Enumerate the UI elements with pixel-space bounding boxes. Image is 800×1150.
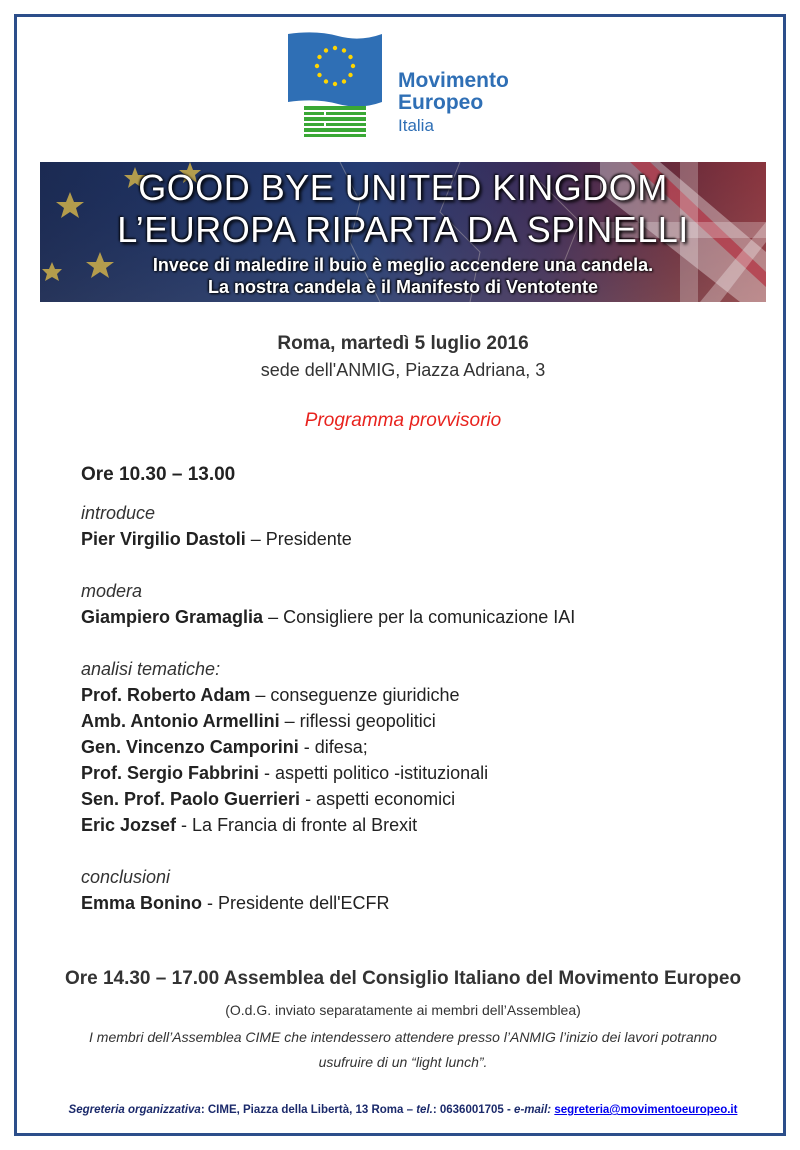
event-date: Roma, martedì 5 luglio 2016 (277, 333, 529, 354)
footer-org: : CIME, Piazza della Libertà, 13 Roma – (200, 1104, 417, 1116)
banner-subtitle-line-2: La nostra candela è il Manifesto di Ventotente (207, 277, 599, 297)
analisi-row (81, 708, 721, 734)
speaker-topic: - La Francia di fronte al Brexit (176, 815, 418, 835)
introduce-label: introduce (81, 503, 156, 523)
speaker-name: Pier Virgilio Dastoli (81, 529, 246, 549)
event-venue: sede dell'ANMIG, Piazza Adriana, 3 (260, 360, 546, 380)
speaker-topic: – riflessi geopolitici (279, 711, 436, 731)
footer-email-label: e-mail: (514, 1104, 552, 1116)
movimento-europeo-logo (286, 30, 526, 142)
footer-label: Segreteria organizzativa (68, 1104, 201, 1116)
speaker-name: Emma Bonino (81, 893, 203, 913)
analisi-row (81, 760, 721, 786)
speaker-role: – Consigliere per la comunicazione IAI (263, 607, 576, 627)
modera-row (81, 604, 721, 630)
speaker-name: Gen. Vincenzo Camporini (81, 737, 299, 757)
speaker-name: Giampiero Gramaglia (81, 607, 264, 627)
logo-text-italia: Italia (398, 116, 434, 135)
speaker-topic: - difesa; (298, 737, 368, 757)
analisi-row (81, 812, 721, 838)
analisi-section (81, 656, 721, 838)
eu-flag-logo-icon (286, 30, 386, 142)
speaker-name: Sen. Prof. Paolo Guerrieri (81, 789, 301, 809)
session2-time: Ore 14.30 – 17.00 Assemblea del Consiglio Italiano del Movimento Europeo (64, 968, 742, 989)
analisi-row (81, 734, 721, 760)
footer-tel: : 0636001705 - (432, 1104, 515, 1116)
speaker-name: Amb. Antonio Armellini (81, 711, 280, 731)
session1-time: Ore 10.30 – 13.00 (81, 464, 236, 485)
footer-email-link[interactable]: segreteria@movimentoeuropeo.it (554, 1104, 738, 1116)
speaker-topic: – conseguenze giuridiche (250, 685, 460, 705)
speaker-name: Prof. Sergio Fabbrini (81, 763, 260, 783)
banner-title-line-1: GOOD BYE UNITED KINGDOM (138, 167, 668, 208)
introduce-section (81, 500, 721, 552)
analisi-label: analisi tematiche: (81, 659, 221, 679)
banner-title-line-2: L’EUROPA RIPARTA DA SPINELLI (117, 209, 689, 250)
speaker-role: - Presidente dell'ECFR (202, 893, 390, 913)
note-line-2: usufruire di un “light lunch”. (318, 1054, 488, 1070)
conclusioni-label: conclusioni (81, 867, 171, 887)
speaker-name: Prof. Roberto Adam (81, 685, 251, 705)
footer-contact (40, 1104, 766, 1116)
speaker-name: Eric Jozsef (81, 815, 177, 835)
session2-odg: (O.d.G. inviato separatamente ai membri dell’Assemblea) (225, 1002, 581, 1018)
conclusioni-row (81, 890, 721, 916)
session2-note (44, 1025, 762, 1075)
program-title: Programma provvisorio (304, 410, 502, 431)
speaker-role: – Presidente (245, 529, 352, 549)
modera-label: modera (81, 581, 143, 601)
modera-section (81, 578, 721, 630)
footer-tel-label: tel. (416, 1104, 433, 1116)
conclusioni-section (81, 864, 721, 916)
title-banner (40, 162, 766, 302)
speaker-topic: - aspetti politico -istituzionali (259, 763, 489, 783)
analisi-row (81, 682, 721, 708)
analisi-row (81, 786, 721, 812)
logo-text-movimento: Movimento (398, 69, 509, 92)
banner-subtitle-line-1: Invece di maledire il buio è meglio accendere una candela. (152, 255, 654, 275)
introduce-row (81, 526, 721, 552)
note-line-1: I membri dell’Assemblea CIME che intendessero attendere presso l’ANMIG l’inizio dei lavori potranno (89, 1029, 717, 1045)
logo-text-europeo: Europeo (398, 91, 484, 114)
speaker-topic: - aspetti economici (300, 789, 456, 809)
